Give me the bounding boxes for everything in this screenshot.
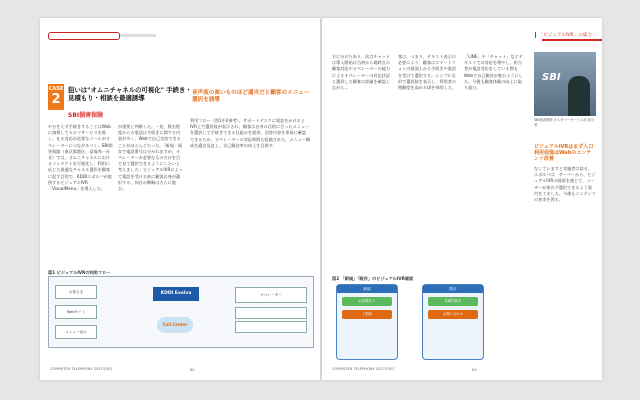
menu-box: メニュー表示 (55, 325, 97, 339)
section-heading: 音声度の高いものほど適当だと顧客のメニュー選択を誘導 (192, 90, 310, 103)
body-column-2: 客は、つまり、テキスト表示の必要により、顧客はスマートフォンの画面上から手続きや電話を受けて選択する。シンプルな形で選択肢を表示し、利用者の理解度を高めるUIを採用した。 (398, 54, 457, 91)
case-badge (48, 84, 64, 110)
staff-photo (534, 52, 596, 116)
side-heading: ビジュアルIVRはまず入口 利用促進はWebのコンテンツ改善 (534, 144, 594, 163)
body-column-1: 方に分けたあり、次はチャットは導入開始は当初から現時点の顧客対応やオペレーターの能力によるオペレーターの対応状況と選択した顧客の詳細を確認しながら… (332, 54, 391, 91)
operator-box: オペレーター (235, 287, 307, 303)
footer-text: COMPUTER TELEPHONY 2017年8月 (50, 367, 113, 371)
left-page (40, 18, 320, 380)
company-name: SBI損害保険 (68, 112, 104, 119)
phone-button: お見積もり (342, 297, 392, 306)
footer-text: COMPUTER TELEPHONY 2017年8月 (332, 367, 395, 371)
phone-header: 既存 (423, 285, 483, 293)
person-silhouette (568, 76, 590, 116)
phone-button: お問い合わせ (428, 310, 478, 319)
figure-1-caption: 図1 ビジュアルIVRの利用フロー (48, 270, 111, 275)
header-tag: 「ビジュアルIVR」の威力 (535, 32, 592, 38)
operator-row-3 (235, 321, 307, 333)
right-page (322, 18, 602, 380)
header-divider (120, 34, 156, 37)
body-column-2: が重要と判断した。一見、数名程度からの電話は手続きに関する内容が多く、Webで自己完結できることがほとんどだった。「新規・既存で電話番号は分かれますが、オペレーターが必要なものだけを目で見て選択できるようにしたいと考えました」ビジュアルIVRによって電話を受ける前に顧客自身が選択する、同社の戦略はさらに進む。 (118, 124, 183, 192)
article-title: 狙いは"オムニチャネルの可視化" 手続き・見積もり・相談を最適誘導 (68, 86, 192, 102)
body-column-1: やむをえず手続きすることはWebに誘導してセルフサービスを推し、在る対応が必要なコールがオペレーターにつながるべく…SBI損害保険（東京都港区、高塚秀一社長）では、オムニチャネルにおけるコンタクトを可視化し、利用に応じた最適なチャネル選択を顧客に促す目的で、KDDIエボルバが提供するビジュアルIVR「VisualMenu」を導入した。 (48, 124, 113, 192)
body-column-4: なしていますと実施者は語る。エボルバは、サーバーから、ビジュアルIVRの画面を通じて、ユーザーが迷わず選択できるよう案内を工夫した。今後もコンテンツの充実を図る。 (534, 166, 596, 203)
header-rule (48, 32, 120, 40)
body-column-3: 利用フロー（図1中2参考）。サポートデスクに電話をかけるとIVR上で選択肢が表示され、顧客は自身の目的に合ったメニューを選択して手続きできる仕組みを提供。回答内容を事前に確認できるため、オペレーターの対応時間も短縮された。メニュー構成を適宜見直し、自己解決率の向上を目指す。 (190, 118, 310, 148)
body-column-3: 「LINE」や「チャット」などテキストでの対応を増やし、担当者が電話対応をしている間もWebで自己解決が進むようにした。今後も顧客体験の向上に取り組む。 (464, 54, 523, 91)
page-number: 62 (190, 368, 195, 372)
figure-1 (48, 276, 314, 348)
sbi-logo: SBI (542, 72, 561, 83)
phone-button: ご相談 (342, 310, 392, 319)
figure-2-caption: 図2 「新規」「既存」のビジュアルIVR画面 (332, 276, 414, 281)
phone-button: 各種手続き (428, 297, 478, 306)
phone-screen-existing (422, 284, 484, 360)
header-rule (542, 39, 602, 41)
operator-row-2 (235, 307, 307, 319)
customer-box: お客さま (55, 285, 97, 299)
case-number: 2 (51, 92, 61, 107)
call-center-badge: Call Center (157, 317, 193, 333)
page-number: 63 (472, 368, 477, 372)
kddi-logo: KDDI Evolva (153, 287, 199, 301)
phone-screen-new (336, 284, 398, 360)
phone-header: 新規 (337, 285, 397, 293)
photo-caption: SBI損害保険 カスタマーサービス部 担当者 (534, 118, 595, 127)
web-box: Webサイト (55, 305, 97, 319)
case-word: CASE (48, 86, 64, 92)
